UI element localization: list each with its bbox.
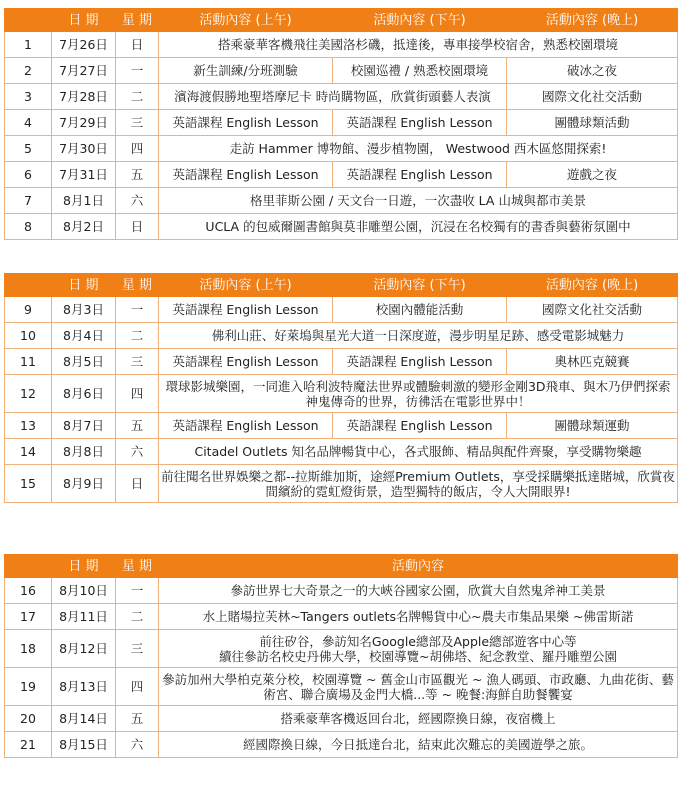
activity-morning: 英語課程 English Lesson <box>159 297 333 323</box>
table-row <box>5 604 678 630</box>
table-row <box>5 84 678 110</box>
weekday-cell: 四 <box>116 136 159 162</box>
weekday-cell: 六 <box>116 188 159 214</box>
activity-morning: 英語課程 English Lesson <box>159 413 333 439</box>
row-number: 12 <box>5 375 52 413</box>
date-cell: 8月10日 <box>52 578 116 604</box>
activity-full-day: 搭乘豪華客機返回台北，經國際換日線，夜宿機上 <box>159 706 678 732</box>
date-cell: 8月15日 <box>52 732 116 758</box>
table-header-row <box>5 555 678 578</box>
activity-evening: 國際文化社交活動 <box>507 84 678 110</box>
activity-full-day: 前往聞名世界娛樂之都--拉斯維加斯，途經Premium Outlets，享受採購樂抵達賭城，欣賞夜間繽紛的霓虹燈街景，造型獨特的飯店，令人大開眼界! <box>159 465 678 503</box>
activity-full-day: Citadel Outlets 知名品牌暢貨中心，各式服飾、精品與配件齊聚，享受購物樂趣 <box>159 439 678 465</box>
activity-morning: 新生訓練/分班測驗 <box>159 58 333 84</box>
row-number: 6 <box>5 162 52 188</box>
row-number: 13 <box>5 413 52 439</box>
activity-full-day: UCLA 的包威爾圖書館與莫非雕塑公園，沉浸在名校獨有的書香與藝術氛圍中 <box>159 214 678 240</box>
column-header: 活動內容 (晚上) <box>507 274 678 297</box>
weekday-cell: 五 <box>116 413 159 439</box>
date-cell: 7月31日 <box>52 162 116 188</box>
weekday-cell: 六 <box>116 439 159 465</box>
activity-am-pm: 濱海渡假勝地聖塔摩尼卡 時尚購物區，欣賞街頭藝人表演 <box>159 84 507 110</box>
weekday-cell: 二 <box>116 84 159 110</box>
date-cell: 8月13日 <box>52 668 116 706</box>
column-header <box>5 555 52 578</box>
row-number: 21 <box>5 732 52 758</box>
row-number: 20 <box>5 706 52 732</box>
date-cell: 8月14日 <box>52 706 116 732</box>
activity-full-day: 搭乘豪華客機飛往美國洛杉磯，抵達後，專車接學校宿舍，熟悉校園環境 <box>159 32 678 58</box>
column-header: 星 期 <box>116 274 159 297</box>
column-header: 活動內容 (上午) <box>159 274 333 297</box>
table-row <box>5 439 678 465</box>
row-number: 17 <box>5 604 52 630</box>
activity-evening: 國際文化社交活動 <box>507 297 678 323</box>
table-row <box>5 465 678 503</box>
table-row <box>5 110 678 136</box>
table-row <box>5 578 678 604</box>
activity-full-day: 格里菲斯公園 / 天文台一日遊，一次盡收 LA 山城與都市美景 <box>159 188 678 214</box>
activity-morning: 英語課程 English Lesson <box>159 349 333 375</box>
row-number: 15 <box>5 465 52 503</box>
activity-full-day: 參訪加州大學柏克萊分校，校園導覽 ~ 舊金山市區觀光 ~ 漁人碼頭、市政廳、九曲花街、藝術宮、聯合廣場及金門大橋...等 ~ 晚餐:海鮮自助餐饗宴 <box>159 668 678 706</box>
table-header-row <box>5 9 678 32</box>
date-cell: 7月30日 <box>52 136 116 162</box>
row-number: 3 <box>5 84 52 110</box>
weekday-cell: 五 <box>116 706 159 732</box>
date-cell: 8月9日 <box>52 465 116 503</box>
column-header: 日 期 <box>52 274 116 297</box>
table-row <box>5 58 678 84</box>
schedule-table-week1 <box>4 8 678 240</box>
table-row <box>5 162 678 188</box>
row-number: 8 <box>5 214 52 240</box>
activity-evening: 團體球類活動 <box>507 110 678 136</box>
table-row <box>5 732 678 758</box>
row-number: 5 <box>5 136 52 162</box>
table-row <box>5 136 678 162</box>
activity-full-day: 前往矽谷，參訪知名Google總部及Apple總部遊客中心等 續往參訪名校史丹佛大學，校園導覽~胡佛塔、紀念教堂、羅丹雕塑公園 <box>159 630 678 668</box>
date-cell: 7月28日 <box>52 84 116 110</box>
weekday-cell: 四 <box>116 375 159 413</box>
date-cell: 8月11日 <box>52 604 116 630</box>
row-number: 18 <box>5 630 52 668</box>
weekday-cell: 二 <box>116 604 159 630</box>
column-header <box>5 9 52 32</box>
table-row <box>5 297 678 323</box>
date-cell: 8月12日 <box>52 630 116 668</box>
row-number: 14 <box>5 439 52 465</box>
date-cell: 8月7日 <box>52 413 116 439</box>
table-row <box>5 214 678 240</box>
activity-morning: 英語課程 English Lesson <box>159 110 333 136</box>
date-cell: 8月8日 <box>52 439 116 465</box>
weekday-cell: 三 <box>116 110 159 136</box>
row-number: 4 <box>5 110 52 136</box>
column-header: 日 期 <box>52 9 116 32</box>
row-number: 7 <box>5 188 52 214</box>
weekday-cell: 日 <box>116 465 159 503</box>
date-cell: 8月6日 <box>52 375 116 413</box>
table-row <box>5 349 678 375</box>
column-header: 日 期 <box>52 555 116 578</box>
activity-full-day: 走訪 Hammer 博物館、漫步植物園， Westwood 西木區悠閒探索! <box>159 136 678 162</box>
activity-full-day: 水上賭場拉芙林~Tangers outlets名牌暢貨中心~農夫市集品果樂 ~佛雷斯諾 <box>159 604 678 630</box>
date-cell: 7月27日 <box>52 58 116 84</box>
column-header: 活動內容 (上午) <box>159 9 333 32</box>
weekday-cell: 二 <box>116 323 159 349</box>
column-header: 活動內容 <box>159 555 678 578</box>
activity-evening: 遊戲之夜 <box>507 162 678 188</box>
weekday-cell: 三 <box>116 349 159 375</box>
activity-afternoon: 校園內體能活動 <box>333 297 507 323</box>
weekday-cell: 日 <box>116 32 159 58</box>
activity-evening: 破冰之夜 <box>507 58 678 84</box>
column-header: 星 期 <box>116 555 159 578</box>
table-header-row <box>5 274 678 297</box>
activity-evening: 團體球類運動 <box>507 413 678 439</box>
date-cell: 8月4日 <box>52 323 116 349</box>
activity-full-day: 參訪世界七大奇景之一的大峽谷國家公園，欣賞大自然鬼斧神工美景 <box>159 578 678 604</box>
row-number: 11 <box>5 349 52 375</box>
row-number: 19 <box>5 668 52 706</box>
activity-afternoon: 英語課程 English Lesson <box>333 110 507 136</box>
table-row <box>5 323 678 349</box>
date-cell: 7月26日 <box>52 32 116 58</box>
date-cell: 8月1日 <box>52 188 116 214</box>
weekday-cell: 一 <box>116 578 159 604</box>
weekday-cell: 六 <box>116 732 159 758</box>
weekday-cell: 一 <box>116 297 159 323</box>
activity-afternoon: 校園巡禮 / 熟悉校園環境 <box>333 58 507 84</box>
date-cell: 8月2日 <box>52 214 116 240</box>
weekday-cell: 日 <box>116 214 159 240</box>
column-header: 活動內容 (下午) <box>333 274 507 297</box>
table-row <box>5 706 678 732</box>
activity-afternoon: 英語課程 English Lesson <box>333 162 507 188</box>
date-cell: 7月29日 <box>52 110 116 136</box>
activity-morning: 英語課程 English Lesson <box>159 162 333 188</box>
table-row <box>5 32 678 58</box>
schedule-table-week3 <box>4 554 678 758</box>
row-number: 1 <box>5 32 52 58</box>
column-header: 活動內容 (下午) <box>333 9 507 32</box>
date-cell: 8月3日 <box>52 297 116 323</box>
row-number: 9 <box>5 297 52 323</box>
row-number: 2 <box>5 58 52 84</box>
activity-afternoon: 英語課程 English Lesson <box>333 413 507 439</box>
weekday-cell: 四 <box>116 668 159 706</box>
weekday-cell: 五 <box>116 162 159 188</box>
column-header: 活動內容 (晚上) <box>507 9 678 32</box>
weekday-cell: 三 <box>116 630 159 668</box>
table-row <box>5 630 678 668</box>
table-row <box>5 668 678 706</box>
activity-afternoon: 英語課程 English Lesson <box>333 349 507 375</box>
column-header <box>5 274 52 297</box>
activity-full-day: 佛利山莊、好萊塢與星光大道一日深度遊，漫步明星足跡、感受電影城魅力 <box>159 323 678 349</box>
weekday-cell: 一 <box>116 58 159 84</box>
column-header: 星 期 <box>116 9 159 32</box>
table-row <box>5 375 678 413</box>
table-row <box>5 413 678 439</box>
row-number: 10 <box>5 323 52 349</box>
row-number: 16 <box>5 578 52 604</box>
date-cell: 8月5日 <box>52 349 116 375</box>
activity-evening: 奧林匹克競賽 <box>507 349 678 375</box>
schedule-table-week2 <box>4 273 678 503</box>
table-row <box>5 188 678 214</box>
activity-full-day: 環球影城樂園，一同進入哈利波特魔法世界或體驗刺激的變形金剛3D飛車、與木乃伊們探索神鬼傳奇的世界，彷彿活在電影世界中！ <box>159 375 678 413</box>
activity-full-day: 經國際換日線，今日抵達台北，結束此次難忘的美國遊學之旅。 <box>159 732 678 758</box>
